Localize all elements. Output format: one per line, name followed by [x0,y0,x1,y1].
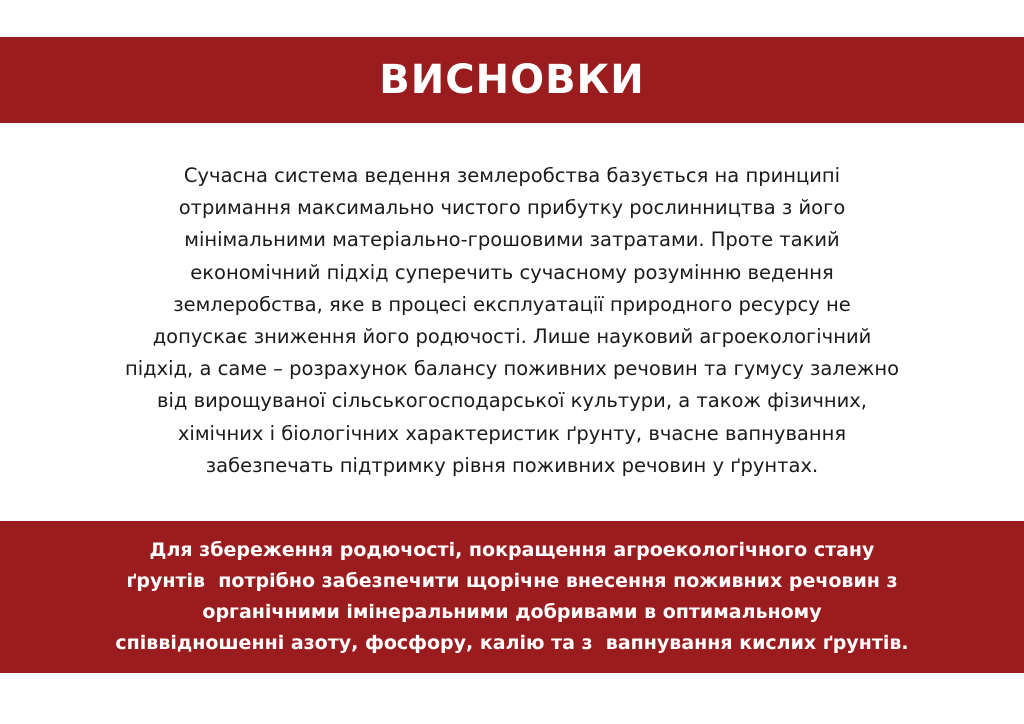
paragraph-line: Сучасна система ведення землеробства базується на принципі [183,164,841,187]
page-title: ВИСНОВКИ [379,57,645,103]
paragraph-line: допускає зниження його родючості. Лише науковий агроекологічний [152,325,872,349]
paragraph-line: хімічних і біологічних характеристик ґрунту, вчасне вапнування [177,421,847,445]
paragraph-line: забезпечать підтримку рівня поживних речовин у ґрунтах. [205,453,819,477]
highlight-line: ґрунтів потрібно забезпечити щорічне внесення поживних речовин з [126,570,898,592]
paragraph-line: землеробства, яке в процесі експлуатації природного ресурсу не [173,292,851,316]
paragraph-line: мінімальними матеріально-грошовими затратами. Проте такий [184,228,840,252]
highlight-line: органічними імінеральними добривами в оптимальному [202,601,822,623]
paragraph-line: отримання максимально чистого прибутку рослинництва з його [178,196,846,220]
highlight-banner [0,521,1024,673]
paragraph-line: економічний підхід суперечить сучасному розумінню ведення [190,260,834,284]
title-banner [0,37,1024,123]
highlight-paragraph [20,535,1004,659]
paragraph-line: від вирощуваної сільськогосподарської культури, а також фізичних, [156,389,868,413]
highlight-line: співвідношенні азоту, фосфору, калію та з вапнування кислих ґрунтів. [115,632,909,654]
highlight-line: Для збереження родючості, покращення агроекологічного стану [149,539,875,561]
paragraph-line: підхід, а саме – розрахунок балансу поживних речовин та гумусу залежно [124,357,900,381]
conclusion-paragraph [40,160,984,482]
